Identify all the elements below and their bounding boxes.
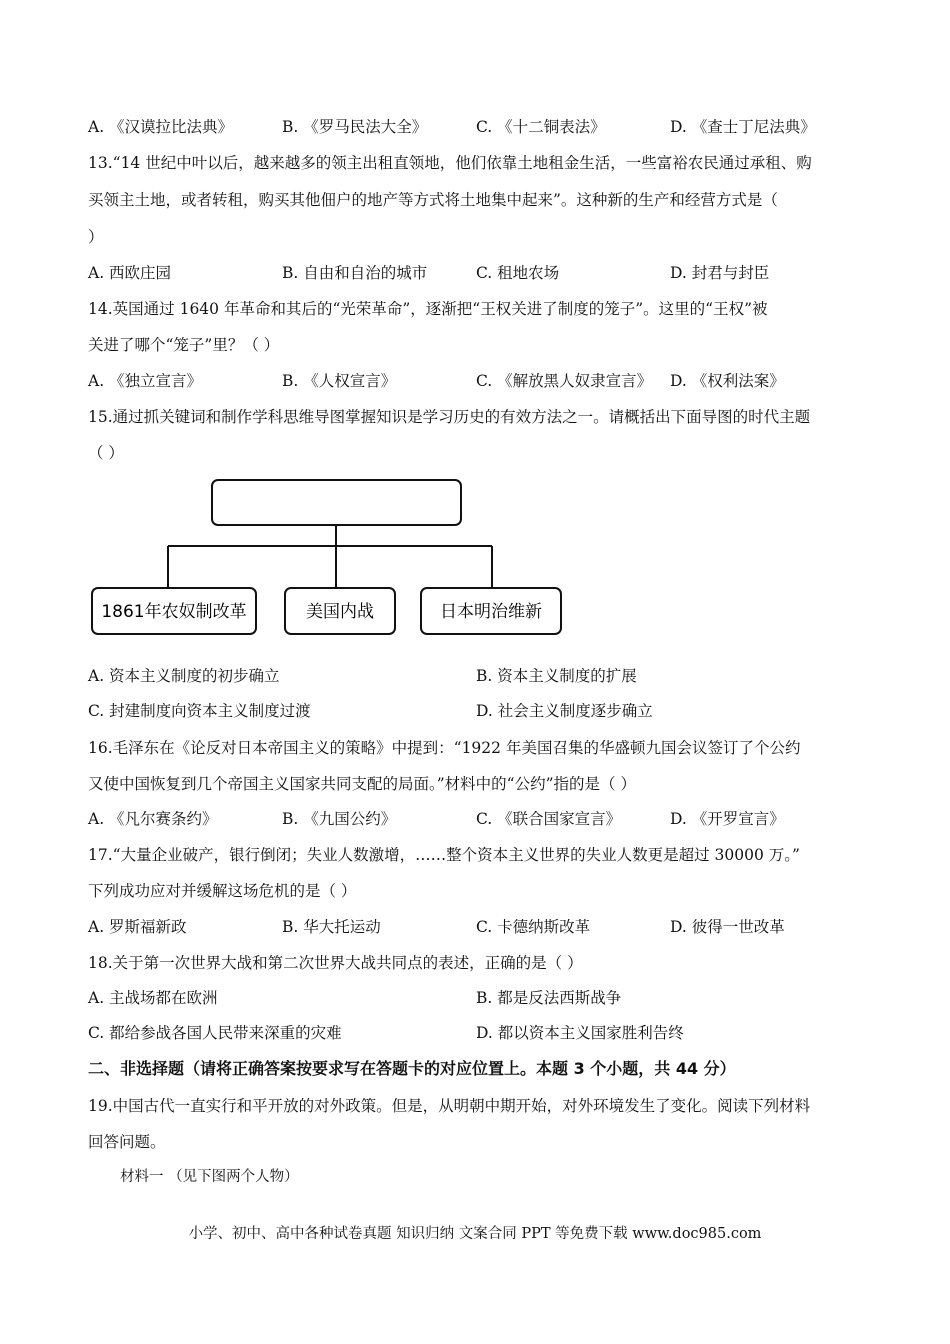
q15-option-d: D. 社会主义制度逐步确立 — [476, 702, 653, 720]
page-footer: 小学、初中、高中各种试卷真题 知识归纳 文案合同 PPT 等免费下载 www.doc985.com — [188, 1226, 762, 1242]
q14-option-d: D. 《权利法案》 — [670, 372, 785, 390]
q17-stem-line1: 17.“大量企业破产，银行倒闭；失业人数激增，……整个资本主义世界的失业人数更是超过 30000 万。” — [88, 846, 800, 864]
q13-option-a: A. 西欧庄园 — [88, 264, 172, 282]
q18-stem-line1: 18.关于第一次世界大战和第二次世界大战共同点的表述，正确的是（ ） — [88, 954, 583, 972]
q18-option-a: A. 主战场都在欧洲 — [88, 989, 218, 1007]
section2-heading: 二、非选择题（请将正确答案按要求写在答题卡的对应位置上。本题 3 个小题，共 44 分） — [88, 1059, 736, 1078]
q14-option-c: C. 《解放黑人奴隶宣言》 — [476, 372, 653, 390]
q14-stem-line1: 14.英国通过 1640 年革命和其后的“光荣革命”，逐渐把“王权关进了制度的笼子”。这里的“王权”被 — [88, 300, 768, 318]
q12-option-d: D. 《查士丁尼法典》 — [670, 118, 816, 136]
q17-option-a: A. 罗斯福新政 — [88, 918, 187, 936]
q16-option-b: B. 《九国公约》 — [282, 810, 397, 828]
q15-option-c: C. 封建制度向资本主义制度过渡 — [88, 702, 311, 720]
q15-option-b: B. 资本主义制度的扩展 — [476, 667, 637, 685]
mind-map-diagram — [88, 478, 568, 638]
q15-option-a: A. 资本主义制度的初步确立 — [88, 667, 280, 685]
q13-option-b: B. 自由和自治的城市 — [282, 264, 428, 282]
q13-stem-line2: 买领主土地，或者转租，购买其他佃户的地产等方式将土地集中起来”。这种新的生产和经营方式是（ — [88, 191, 778, 209]
q13-option-c: C. 租地农场 — [476, 264, 560, 282]
q18-option-b: B. 都是反法西斯战争 — [476, 989, 622, 1007]
mind-map-label-1: 1861年农奴制改革 — [101, 602, 247, 622]
q14-option-b: B. 《人权宣言》 — [282, 372, 397, 390]
mind-map-top-box — [212, 480, 461, 525]
mind-map-label-3: 日本明治维新 — [440, 602, 542, 622]
q15-stem-line1: 15.通过抓关键词和制作学科思维导图掌握知识是学习历史的有效方法之一。请概括出下面导图的时代主题 — [88, 408, 811, 426]
q18-option-d: D. 都以资本主义国家胜利告终 — [476, 1024, 684, 1042]
q19-stem-line1: 19.中国古代一直实行和平开放的对外政策。但是，从明朝中期开始，对外环境发生了变化。阅读下列材料 — [88, 1097, 811, 1115]
q14-option-a: A. 《独立宣言》 — [88, 372, 203, 390]
q16-stem-line2: 又使中国恢复到几个帝国主义国家共同支配的局面。”材料中的“公约”指的是（ ） — [88, 775, 636, 793]
q18-option-c: C. 都给参战各国人民带来深重的灾难 — [88, 1024, 342, 1042]
q16-option-c: C. 《联合国家宣言》 — [476, 810, 622, 828]
q17-option-c: C. 卡德纳斯改革 — [476, 918, 591, 936]
q16-option-d: D. 《开罗宣言》 — [670, 810, 785, 828]
q16-stem-line1: 16.毛泽东在《论反对日本帝国主义的策略》中提到：“1922 年美国召集的华盛顿九国会议签订了个公约 — [88, 739, 801, 757]
q12-option-b: B. 《罗马民法大全》 — [282, 118, 428, 136]
q17-stem-line2: 下列成功应对并缓解这场危机的是（ ） — [88, 882, 357, 900]
q13-stem-line1: 13.“14 世纪中叶以后，越来越多的领主出租直领地，他们依靠土地租金生活，一些富裕农民通过承租、购 — [88, 154, 812, 172]
q19-stem-line2: 回答问题。 — [88, 1133, 166, 1151]
q16-option-a: A. 《凡尔赛条约》 — [88, 810, 218, 828]
q13-option-d: D. 封君与封臣 — [670, 264, 770, 282]
q15-stem-line2: （ ） — [88, 444, 124, 462]
q13-stem-line3: ） — [88, 228, 104, 246]
q17-option-b: B. 华大托运动 — [282, 918, 381, 936]
mind-map-label-2: 美国内战 — [306, 602, 374, 622]
q17-option-d: D. 彼得一世改革 — [670, 918, 785, 936]
q19-material-label: 材料一 （见下图两个人物） — [120, 1169, 299, 1185]
q12-option-c: C. 《十二铜表法》 — [476, 118, 606, 136]
q14-stem-line2: 关进了哪个“笼子”里？（ ） — [88, 336, 280, 354]
q12-option-a: A. 《汉谟拉比法典》 — [88, 118, 234, 136]
